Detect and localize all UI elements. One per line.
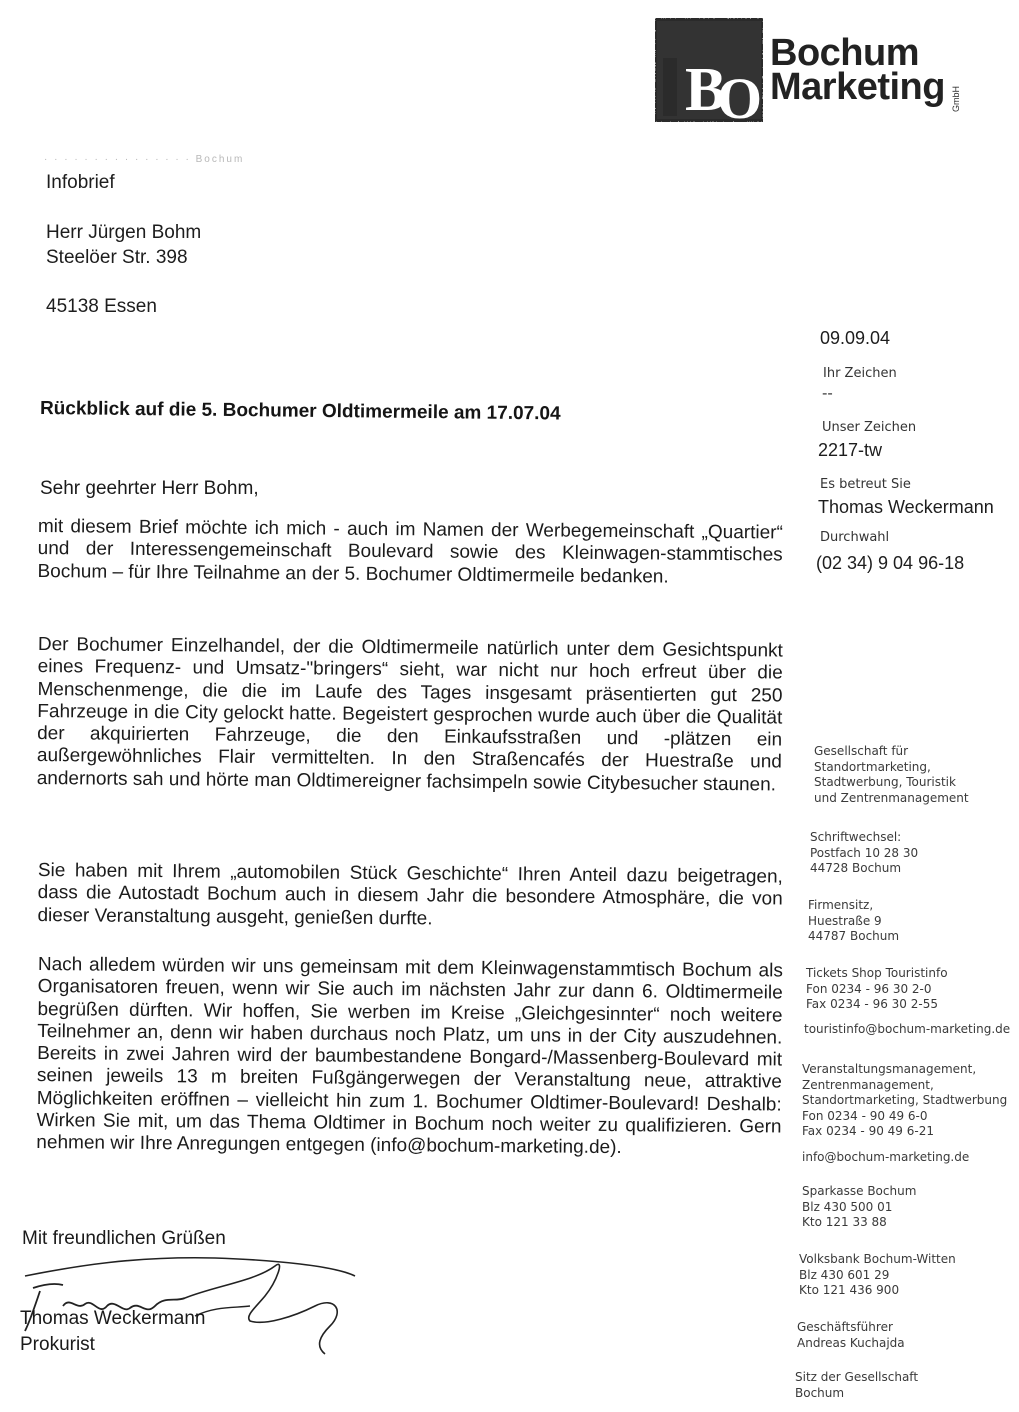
recipient-street: Steelöer Str. 398 (46, 247, 188, 268)
recipient-name: Herr Jürgen Bohm (46, 222, 202, 243)
company-logo (655, 18, 975, 128)
recipient-city: 45138 Essen (46, 296, 157, 317)
footer-managing-director: Geschäftsführer Andreas Kuchajda (797, 1320, 905, 1350)
logo-gmbh: GmbH (951, 86, 961, 113)
letter-date: 09.09.04 (820, 328, 891, 348)
footer-bank-volksbank: Volksbank Bochum-Witten Blz 430 601 29 Kto 121 436 900 (799, 1252, 956, 1297)
logo-bo-mark-icon (655, 18, 763, 122)
signer-name: Thomas Weckermann (20, 1308, 206, 1329)
betreut-label: Es betreut Sie (820, 477, 911, 492)
footer-registered-office: Firmensitz, Huestraße 9 44787 Bochum (808, 898, 900, 943)
svg-text:B: B (685, 56, 727, 122)
footer-company-seat: Sitz der Gesellschaft Bochum (795, 1370, 919, 1400)
ihr-zeichen-value: -- (822, 384, 833, 402)
footer-ticket-shop: Tickets Shop Touristinfo Fon 0234 - 96 30 2-0 Fax 0234 - 96 30 2-55 (806, 966, 948, 1011)
footer-info-email: info@bochum-marketing.de (802, 1150, 970, 1164)
ihr-zeichen-label: Ihr Zeichen (823, 366, 897, 381)
letter-salutation: Sehr geehrter Herr Bohm, (40, 478, 259, 499)
document-type: Infobrief (46, 172, 115, 193)
unser-zeichen-label: Unser Zeichen (822, 420, 917, 435)
footer-event-management: Veranstaltungsmanagement, Zentrenmanagement, Standortmarketing, Stadtwerbung Fon 0234 - 90 49 6-0 Fax 0234 - 90 49 6-21 (802, 1062, 1008, 1138)
betreut-value: Thomas Weckermann (818, 497, 994, 517)
footer-bank-sparkasse: Sparkasse Bochum Blz 430 500 01 Kto 121 33 88 (802, 1184, 917, 1229)
letter-subject: Rückblick auf die 5. Bochumer Oldtimermeile am 17.07.04 (39, 398, 561, 425)
footer-ticket-email: touristinfo@bochum-marketing.de (804, 1022, 1011, 1036)
unser-zeichen-value: 2217-tw (818, 440, 883, 460)
logo-wordmark: Bochum Marketing (770, 32, 945, 108)
signer-title: Prokurist (20, 1334, 95, 1355)
body-paragraph-1: mit diesem Brief möchte ich mich - auch im Namen der Werbegemeinschaft „Quartier“ und der Interessengemeinschaft Boulevard sowie des Kleinwagen-stammtisches Bochum – für Ihre Teilnahme an der 5. Bochumer Oldtimermeile bedanken. (37, 516, 783, 588)
body-paragraph-2: Der Bochumer Einzelhandel, der die Oldtimermeile natürlich unter dem Gesichtspunkt eines Frequenz- und Umsatz-"bringers“ sieht, war nicht nur hoch erfreut über die Menschenmenge, die die im Laufe des Tages insgesamt präsentierten gut 250 Fahrzeuge in die City gelockt hatte. Begeistert gesprochen wurde auch über die Qualität der akquirierten Fahrzeuge, die den Einkaufsstraßen und -plätzen ein außergewöhnliches Flair vermittelten. In den Straßencafés der Huestraße und andernorts sah und hörte man Oldtimereigner fachsimpeln sowie Citybesucher staunen. (36, 634, 783, 796)
svg-text:O: O (717, 66, 763, 122)
footer-company-purpose: Gesellschaft für Standortmarketing, Stadtwerbung, Touristik und Zentrenmanagement (814, 744, 969, 805)
body-paragraph-3: Sie haben mit Ihrem „automobilen Stück Geschichte“ Ihren Anteil dazu beigetragen, dass die Autostadt Bochum auch in diesem Jahr die besondere Atmosphäre, die von dieser Veranstaltung ausgeht, genießen durfte. (37, 860, 783, 930)
sender-return-line: · · · · · · · · · · · · · · · Bochum (44, 154, 245, 165)
body-paragraph-4: Nach alledem würden wir uns gemeinsam mit dem Kleinwagenstammtisch Bochum als Organisatoren freuen, wenn wir Sie auch im nächsten Jahr zur dann 6. Oldtimermeile begrüßen dürften. Wir hoffen, Sie werben im Kreise „Gleichgesinnter“ noch weitere Teilnehmer an, denn wir haben durchaus noch Platz, um uns in der City auszudehnen. Bereits in zwei Jahren wird der baumbestandene Bongard-/Massenberg-Boulevard mit seinen jeweils 13 m breiten Fußgängerwegen der Veranstaltung neue, attraktive Möglichkeiten eröffnen – vielleicht hin zum 1. Bochumer Oldtimer-Boulevard! Deshalb: Wirken Sie mit, um das Thema Oldtimer in Bochum noch weiter zu qualifizieren. Gern nehmen wir Ihre Anregungen entgegen (info@bochum-marketing.de). (36, 954, 783, 1159)
durchwahl-label: Durchwahl (820, 530, 890, 545)
closing-phrase: Mit freundlichen Grüßen (22, 1228, 226, 1249)
durchwahl-value: (02 34) 9 04 96-18 (816, 553, 965, 573)
footer-postal-address: Schriftwechsel: Postfach 10 28 30 44728 Bochum (810, 830, 919, 875)
